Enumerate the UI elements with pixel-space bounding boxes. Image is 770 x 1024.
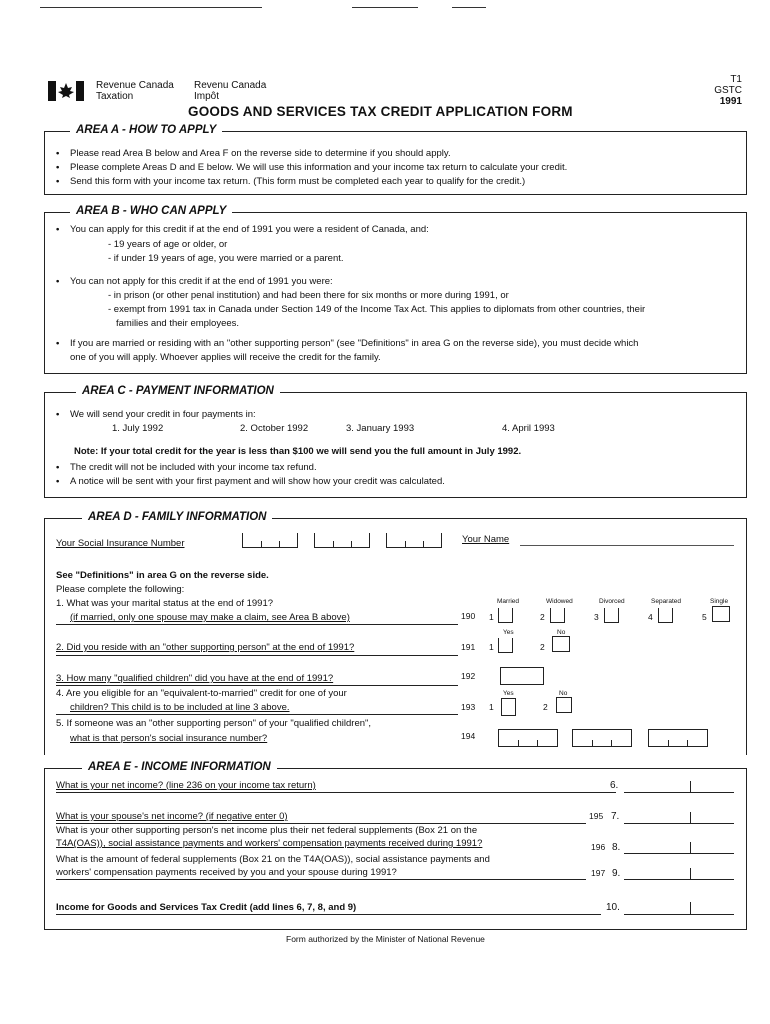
area-c-b2-text: A notice will be sent with your first payment and will show how your credit was calculated. (70, 476, 445, 487)
status-widowed-box[interactable] (550, 608, 565, 623)
q5-sin-box-1[interactable] (498, 729, 558, 747)
footer-authorization: Form authorized by the Minister of National Revenue (286, 934, 485, 944)
line9-code: 197 (591, 868, 606, 878)
area-c-intro: • We will send your credit in four payments in: (56, 409, 256, 420)
area-b-p3b: one of you will apply. Whoever applies will receive the credit for the family. (70, 352, 381, 363)
status-widowed-label: Widowed (546, 598, 573, 605)
area-e-title: AREA E - INCOME INFORMATION (82, 761, 277, 773)
line9-cents-tick (690, 868, 691, 879)
q4-num2: 2 (543, 702, 548, 712)
line7-cents-tick (690, 812, 691, 823)
q4-line1: 4. Are you eligible for an "equivalent-to-married" credit for one of your (56, 688, 347, 699)
area-b-p2b: - exempt from 1991 tax in Canada under Section 149 of the Income Tax Act. This applies to diplomats from other countries, their (108, 304, 646, 315)
agency-en-line2: Taxation (96, 91, 134, 102)
q4-line2: children? This child is to be included at line 3 above. (70, 702, 290, 713)
area-b-p3: • If you are married or residing with an "other supporting person" (see "Definitions" in area G on the reverse side), you must decide which (56, 338, 639, 349)
status-married-box[interactable] (498, 608, 513, 623)
status-single-box[interactable] (712, 606, 730, 622)
status-divorced-label: Divorced (599, 598, 625, 605)
line10-cents-tick (690, 902, 691, 914)
line10-rule (56, 914, 601, 915)
q4-code: 193 (461, 702, 476, 712)
agency-en (96, 80, 174, 102)
status-3-num: 3 (594, 612, 599, 622)
area-b-p2: • You can not apply for this credit if at the end of 1991 you were: (56, 276, 333, 287)
form-year: 1991 (719, 96, 742, 107)
q4-rule (56, 714, 458, 715)
status-2-num: 2 (540, 612, 545, 622)
area-b-p3a-text: If you are married or residing with an "other supporting person" (see "Definitions" in area G on the reverse side), you must decide which (70, 338, 639, 349)
line6-num: 6. (610, 780, 619, 791)
line6-field[interactable] (624, 792, 734, 793)
q4-yes-box[interactable] (501, 698, 516, 716)
sin-box-2[interactable] (314, 533, 370, 548)
status-separated-box[interactable] (658, 608, 673, 623)
area-b-title: AREA B - WHO CAN APPLY (70, 205, 232, 217)
payment-1: 1. July 1992 (112, 423, 164, 434)
status-4-num: 4 (648, 612, 653, 622)
line7-code: 195 (589, 811, 604, 821)
q2-no-box[interactable] (552, 636, 570, 652)
q3-rule (56, 685, 458, 686)
area-a-item-2: • Please complete Areas D and E below. We will use this information and your income tax return to calculate your credit. (56, 162, 568, 173)
status-single-label: Single (710, 598, 729, 605)
area-b-p2-text: You can not apply for this credit if at the end of 1991 you were: (70, 276, 333, 287)
line6-cents-tick (690, 781, 691, 792)
q1-rule (56, 624, 458, 625)
sin-label: Your Social Insurance Number (56, 538, 185, 549)
sin-box-3[interactable] (386, 533, 442, 548)
line10-field[interactable] (624, 914, 734, 915)
q2-rule (56, 655, 458, 656)
agency-fr-line1: Revenu Canada (194, 80, 267, 91)
status-married-label: Married (497, 598, 520, 605)
q1-line1: 1. What was your marital status at the end of 1991? (56, 598, 274, 609)
sin-box-1[interactable] (242, 533, 298, 548)
area-c-b2: • A notice will be sent with your first payment and will show how your credit was calculated. (56, 476, 445, 487)
q5-sin-box-3[interactable] (648, 729, 708, 747)
q5-line1: 5. If someone was an "other supporting person" of your "qualified children", (56, 718, 372, 729)
q5-code: 194 (461, 731, 476, 741)
line8-line1: What is your other supporting person's net income plus their net federal supplements (Box 21 on the (56, 825, 478, 836)
line9-num: 9. (612, 868, 621, 879)
agency-en-line1: Revenue Canada (96, 80, 174, 91)
area-c-intro-text: We will send your credit in four payments in: (70, 409, 256, 420)
please-complete: Please complete the following: (56, 584, 185, 595)
area-a-item-1: • Please read Area B below and Area F on the reverse side to determine if you should apply. (56, 148, 451, 159)
page-title: GOODS AND SERVICES TAX CREDIT APPLICATION FORM (188, 104, 573, 119)
q2-num1: 1 (489, 642, 494, 652)
payment-4: 4. April 1993 (502, 423, 555, 434)
q4-num1: 1 (489, 702, 494, 712)
area-b-p1-text: You can apply for this credit if at the end of 1991 you were a resident of Canada, and: (70, 224, 429, 235)
area-c-b1: • The credit will not be included with your income tax refund. (56, 462, 317, 473)
q3-text: 3. How many "qualified children" did you have at the end of 1991? (56, 673, 334, 684)
line9-rule (56, 879, 586, 880)
top-rule-2 (352, 7, 418, 8)
q2-num2: 2 (540, 642, 545, 652)
q2-code: 191 (461, 642, 476, 652)
line6-text: What is your net income? (line 236 on your income tax return) (56, 780, 316, 791)
area-a-item-3: • Send this form with your income tax return. (This form must be completed each year to qualify for the credit.) (56, 176, 526, 187)
q1-line2: (if married, only one spouse may make a claim, see Area B above) (70, 612, 350, 623)
line8-line2: T4A(OAS)), social assistance payments and workers' compensation payments received during 1991? (56, 838, 483, 849)
line7-num: 7. (611, 811, 620, 822)
line8-code: 196 (591, 842, 606, 852)
area-a-item-2-text: Please complete Areas D and E below. We will use this information and your income tax return to calculate your credit. (70, 162, 568, 173)
q3-code: 192 (461, 671, 476, 681)
q5-line2: what is that person's social insurance number? (70, 733, 268, 744)
line8-num: 8. (612, 842, 621, 853)
area-d-title: AREA D - FAMILY INFORMATION (82, 511, 272, 523)
q4-no-box[interactable] (556, 697, 572, 713)
payment-3: 3. January 1993 (346, 423, 415, 434)
line9-field[interactable] (624, 879, 734, 880)
line7-field[interactable] (624, 823, 734, 824)
q2-no-label: No (557, 629, 566, 636)
name-label: Your Name (462, 534, 510, 545)
area-c-note: Note: If your total credit for the year is less than $100 we will send you the full amount in July 1992. (74, 446, 522, 457)
status-separated-label: Separated (651, 598, 681, 605)
status-1-num: 1 (489, 612, 494, 622)
line9-line2: workers' compensation payments received by you and your spouse during 1991? (56, 867, 397, 878)
see-definitions: See "Definitions" in area G on the reverse side. (56, 570, 269, 581)
line10-num: 10. (606, 902, 620, 913)
canada-flag-icon (48, 81, 84, 101)
status-divorced-box[interactable] (604, 608, 619, 623)
agency-fr (194, 80, 266, 102)
q2-yes-box[interactable] (498, 638, 513, 653)
form-code: T1 GSTC (714, 74, 742, 96)
name-field[interactable] (520, 545, 734, 546)
form-code-block (700, 74, 742, 107)
line6-rule (56, 792, 616, 793)
q3-children-box[interactable] (500, 667, 544, 685)
line8-field[interactable] (624, 853, 734, 854)
line8-cents-tick (690, 842, 691, 853)
top-rule-1 (40, 7, 262, 8)
q4-no-label: No (559, 690, 568, 697)
q5-sin-box-2[interactable] (572, 729, 632, 747)
line7-text: What is your spouse's net income? (if negative enter 0) (56, 811, 288, 822)
area-a-item-1-text: Please read Area B below and Area F on the reverse side to determine if you should apply. (70, 148, 451, 159)
line10-text: Income for Goods and Services Tax Credit (add lines 6, 7, 8, and 9) (56, 902, 357, 913)
status-5-num: 5 (702, 612, 707, 622)
area-a-item-3-text: Send this form with your income tax return. (This form must be completed each year to qualify for the credit.) (70, 176, 526, 187)
top-rule-3 (452, 7, 486, 8)
q2-text: 2. Did you reside with an "other supporting person" at the end of 1991? (56, 642, 355, 653)
area-b-p1b: - if under 19 years of age, you were married or a parent. (108, 253, 344, 264)
q4-yes-label: Yes (503, 690, 514, 697)
agency-fr-line2: Impôt (194, 91, 220, 102)
area-c-title: AREA C - PAYMENT INFORMATION (76, 385, 280, 397)
q1-code: 190 (461, 611, 476, 621)
payment-2: 2. October 1992 (240, 423, 309, 434)
line7-rule (56, 823, 586, 824)
area-b-p1a: - 19 years of age or older, or (108, 239, 228, 250)
line9-line1: What is the amount of federal supplements (Box 21 on the T4A(OAS)), social assistance payments and (56, 854, 490, 865)
area-a-title: AREA A - HOW TO APPLY (70, 124, 222, 136)
q2-yes-label: Yes (503, 629, 514, 636)
area-b-p2c: families and their employees. (116, 318, 240, 329)
area-b-p1: • You can apply for this credit if at the end of 1991 you were a resident of Canada, and: (56, 224, 429, 235)
area-c-b1-text: The credit will not be included with your income tax refund. (70, 462, 317, 473)
area-b-p2a: - in prison (or other penal institution) and had been there for six months or more during 1991, or (108, 290, 509, 301)
